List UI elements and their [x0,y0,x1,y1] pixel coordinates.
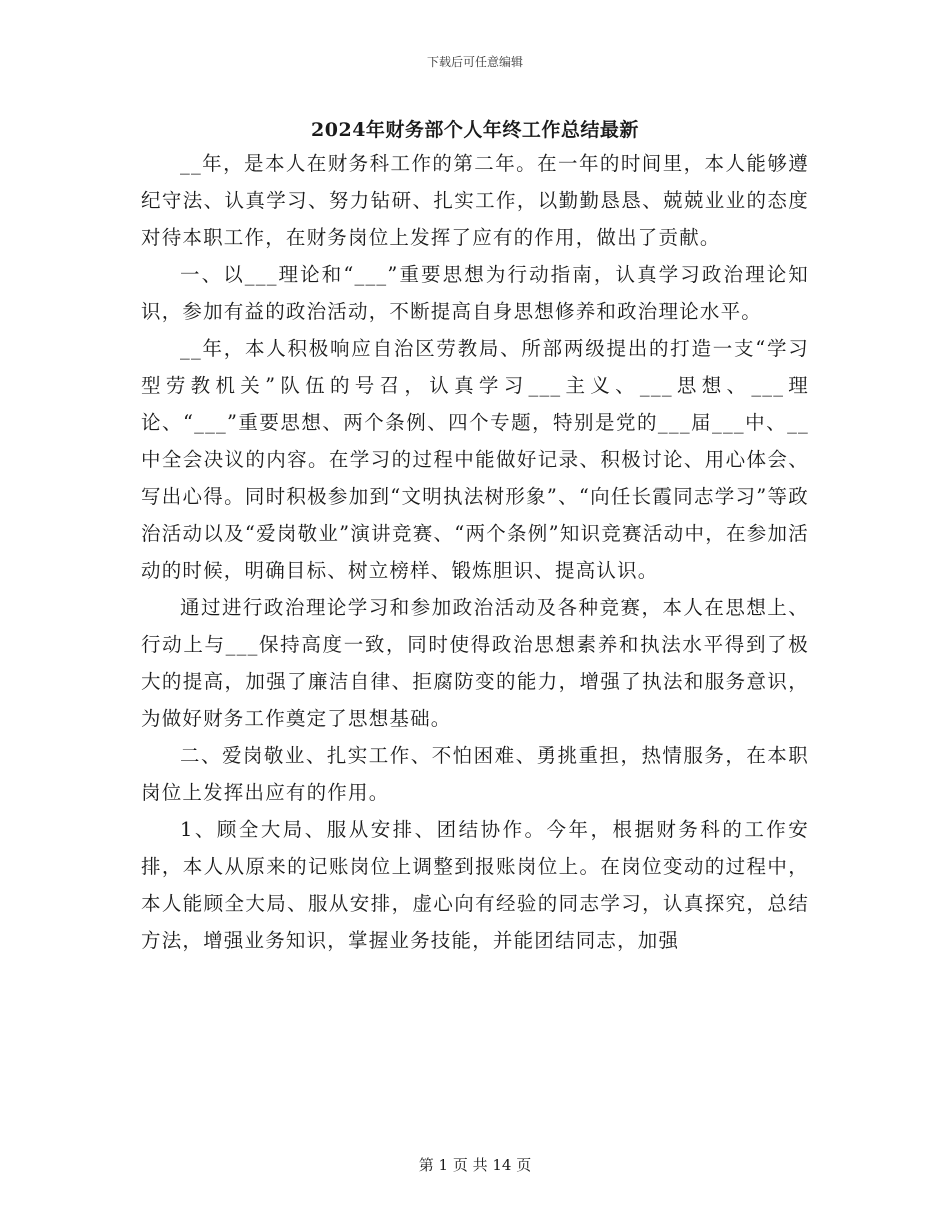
paragraph: 1、顾全大局、服从安排、团结协作。今年，根据财务科的工作安排，本人从原来的记账岗位上调整到报账岗位上。在岗位变动的过程中，本人能顾全大局、服从安排，虚心向有经验的同志学习，认真探究，总结方法，增强业务知识，掌握业务技能，并能团结同志，加强 [141,818,809,952]
document-title: 2024年财务部个人年终工作总结最新 [311,119,639,141]
header-note: 下载后可任意编辑 [426,55,523,69]
page-number: 第 1 页 共 14 页 [418,1156,532,1174]
paragraph: 通过进行政治理论学习和参加政治活动及各种竞赛，本人在思想上、行动上与___保持高度一致，同时使得政治思想素养和执法水平得到了极大的提高，加强了廉洁自律、拒腐防变的能力，增强了执法和服务意识，为做好财务工作奠定了思想基础。 [141,596,809,730]
paragraph: 一、以___理论和“___”重要思想为行动指南，认真学习政治理论知识，参加有益的政治活动，不断提高自身思想修养和政治理论水平。 [141,263,809,323]
document-body [141,145,809,959]
paragraph: __年，是本人在财务科工作的第二年。在一年的时间里，本人能够遵纪守法、认真学习、努力钻研、扎实工作，以勤勤恳恳、兢兢业业的态度对待本职工作，在财务岗位上发挥了应有的作用，做出了贡献。 [141,152,809,249]
paragraph: __年，本人积极响应自治区劳教局、所部两级提出的打造一支“学习型劳教机关”队伍的号召，认真学习___主义、___思想、___理论、“___”重要思想、两个条例、四个专题，特别是党的___届___中、__中全会决议的内容。在学习的过程中能做好记录、积极讨论、用心体会、写出心得。同时积极参加到“文明执法树形象”、“向任长霞同志学习”等政治活动以及“爱岗敬业”演讲竞赛、“两个条例”知识竞赛活动中，在参加活动的时候，明确目标、树立榜样、锻炼胆识、提高认识。 [141,337,809,582]
paragraph: 二、爱岗敬业、扎实工作、不怕困难、勇挑重担，热情服务，在本职岗位上发挥出应有的作用。 [141,744,809,804]
